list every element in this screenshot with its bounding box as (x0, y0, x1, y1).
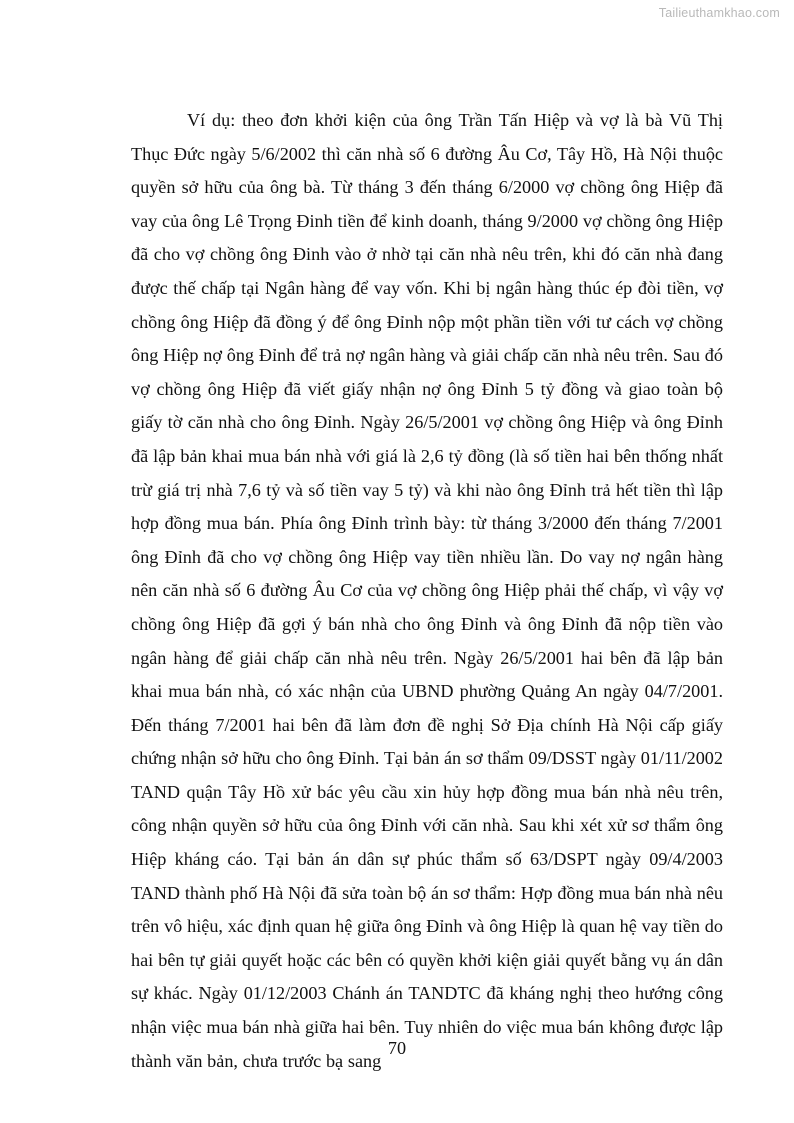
page-content (131, 104, 723, 1078)
page-number: 70 (387, 1038, 407, 1058)
body-paragraph: Ví dụ: theo đơn khởi kiện của ông Trần Tấn Hiệp và vợ là bà Vũ Thị Thục Đức ngày 5/6/2002 thì căn nhà số 6 đường Âu Cơ, Tây Hồ, Hà Nội thuộc quyền sở hữu của ông bà. Từ tháng 3 đến tháng 6/2000 vợ chồng ông Hiệp đã vay của ông Lê Trọng Đinh tiền để kinh doanh, tháng 9/2000 vợ chồng ông Hiệp đã cho vợ chồng ông Đinh vào ở nhờ tại căn nhà nêu trên, khi đó căn nhà đang được thế chấp tại Ngân hàng để vay vốn. Khi bị ngân hàng thúc ép đòi tiền, vợ chồng ông Hiệp đã đồng ý để ông Đỉnh nộp một phần tiền với tư cách vợ chồng ông Hiệp nợ ông Đỉnh để trả nợ ngân hàng và giải chấp căn nhà nêu trên. Sau đó vợ chồng ông Hiệp đã viết giấy nhận nợ ông Đỉnh 5 tỷ đồng và giao toàn bộ giấy tờ căn nhà cho ông Đỉnh. Ngày 26/5/2001 vợ chồng ông Hiệp và ông Đỉnh đã lập bản khai mua bán nhà với giá là 2,6 tỷ đồng (là số tiền hai bên thống nhất trừ giá trị nhà 7,6 tỷ và số tiền vay 5 tỷ) và khi nào ông Đỉnh trả hết tiền thì lập hợp đồng mua bán. Phía ông Đỉnh trình bày: từ tháng 3/2000 đến tháng 7/2001 ông Đỉnh đã cho vợ chồng ông Hiệp vay tiền nhiều lần. Do vay nợ ngân hàng nên căn nhà số 6 đường Âu Cơ của vợ chồng ông Hiệp phải thế chấp, vì vậy vợ chồng ông Hiệp đã gợi ý bán nhà cho ông Đỉnh và ông Đỉnh đã nộp tiền vào ngân hàng để giải chấp căn nhà nêu trên. Ngày 26/5/2001 hai bên đã lập bản khai mua bán nhà, có xác nhận của UBND phường Quảng An ngày 04/7/2001. Đến tháng 7/2001 hai bên đã làm đơn đề nghị Sở Địa chính Hà Nội cấp giấy chứng nhận sở hữu cho ông Đỉnh. Tại bản án sơ thẩm 09/DSST ngày 01/11/2002 TAND quận Tây Hồ xử bác yêu cầu xin hủy hợp đồng mua bán nhà nêu trên, công nhận quyền sở hữu của ông Đỉnh với căn nhà. Sau khi xét xử sơ thẩm ông Hiệp kháng cáo. Tại bản án dân sự phúc thẩm số 63/DSPT ngày 09/4/2003 TAND thành phố Hà Nội đã sửa toàn bộ án sơ thẩm: Hợp đồng mua bán nhà nêu trên vô hiệu, xác định quan hệ giữa ông Đỉnh và ông Hiệp là quan hệ vay tiền do hai bên tự giải quyết hoặc các bên có quyền khởi kiện giải quyết bằng vụ án dân sự khác. Ngày 01/12/2003 Chánh án TANDTC đã kháng nghị theo hướng công nhận việc mua bán nhà giữa hai bên. Tuy nhiên do việc mua bán không được lập thành văn bản, chưa trước bạ sang (131, 110, 723, 1071)
watermark-text: Tailieuthamkhao.com (658, 6, 780, 20)
